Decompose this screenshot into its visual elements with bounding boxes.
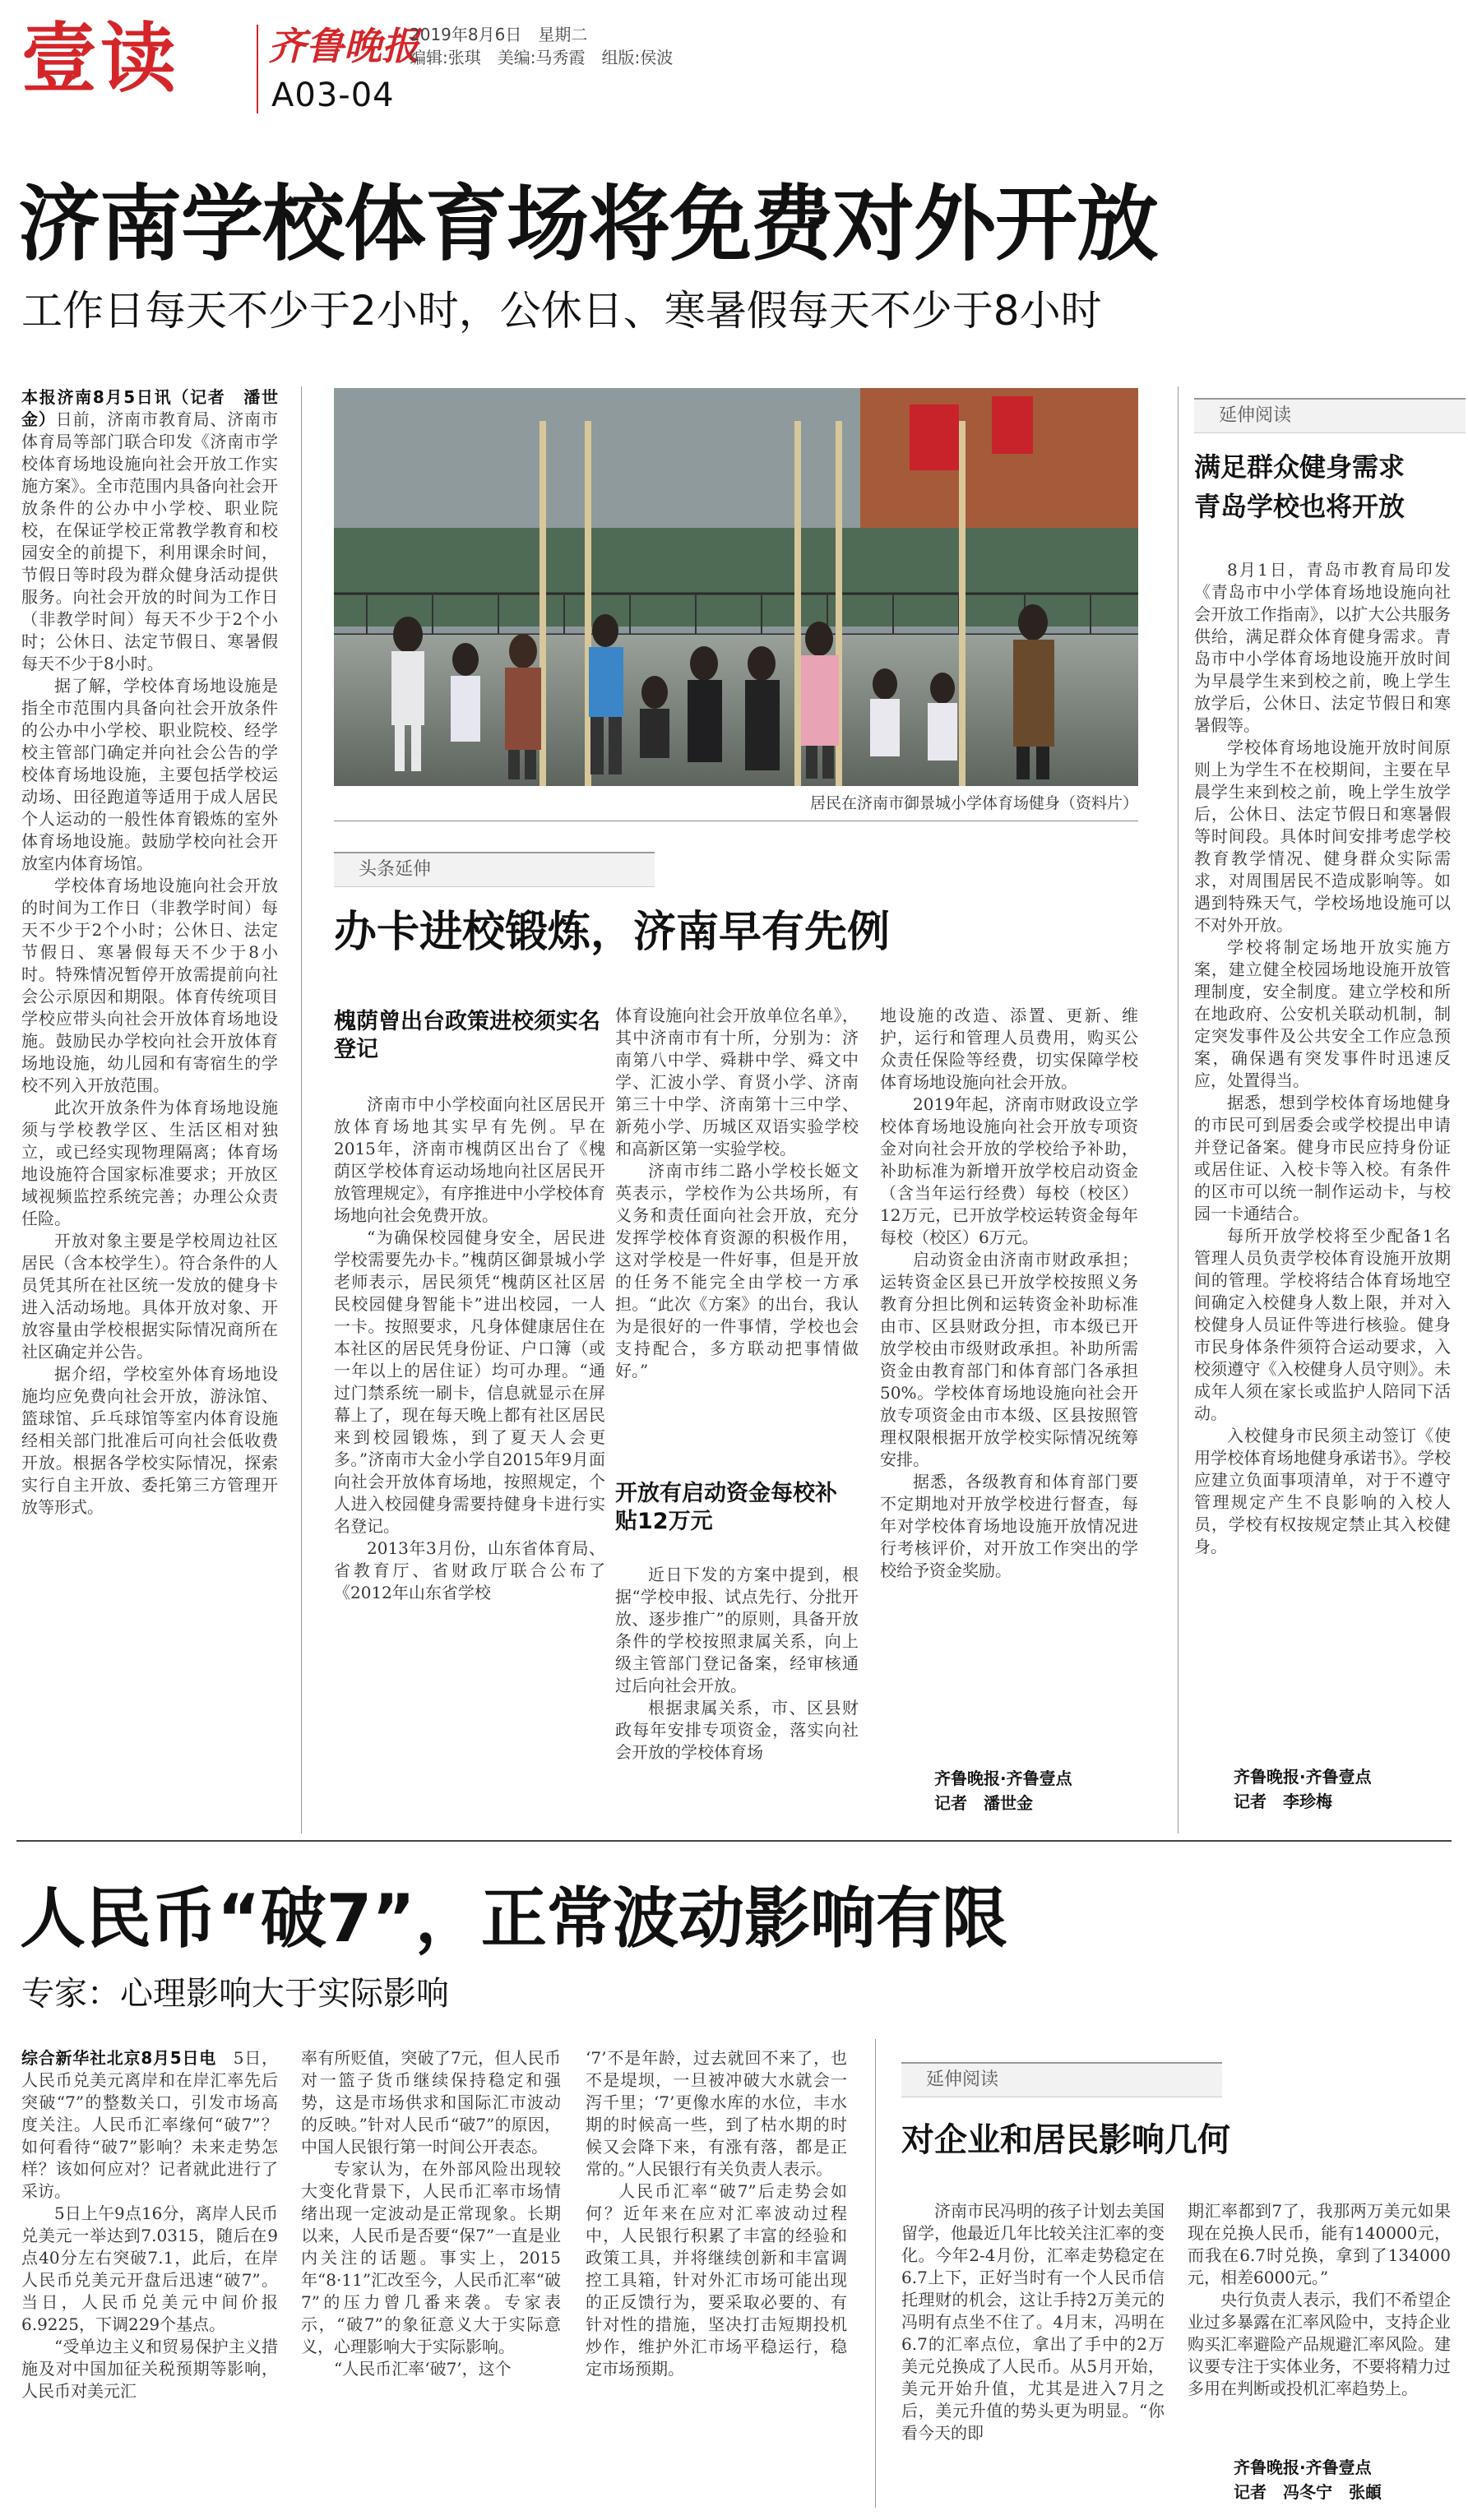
issue-date: 2019年8月6日 星期二 bbox=[410, 25, 588, 44]
sidebar3-headline: 对企业和居民影响几何 bbox=[901, 2121, 1230, 2159]
playground-photo bbox=[334, 388, 1138, 786]
sidebar3-byline-reporter: 记者 冯冬宁 张頔 bbox=[1234, 2482, 1382, 2502]
masthead-divider bbox=[257, 25, 258, 113]
paragraph: 学校体育场地设施向社会开放的时间为工作日（非教学时间）每天不少于2个小时；公休日、法定节假日、寒暑假每天不少于8小时。特殊情况暂停开放需提前向社会公示原因和期限。体育传统项目学校应带头向社会开放体育场地设施。鼓励民办学校向社会开放体育场地设施，幼儿园和有寄宿生的学校不列入开放范围。 bbox=[21, 876, 278, 1095]
sidebar1-column-a bbox=[334, 1094, 605, 1825]
paragraph: 此次开放条件为体育场地设施须与学校教学区、生活区相对独立，或已经实现物理隔离；体育场地设施符合国家标准要求；开放区域视频监控系统完善；办理公众责任险。 bbox=[21, 1098, 278, 1228]
paragraph: 近日下发的方案中提到，根据“学校申报、试点先行、分批开放、逐步推广”的原则，具备开放条件的学校按照隶属关系，向上级主管部门登记备案，经审核通过后向社会开放。 bbox=[615, 1565, 859, 1695]
paragraph: 济南市纬二路小学校长姬文英表示，学校作为公共场所，有义务和责任面向社会开放，充分发挥学校体育资源的积极作用，这对学校是一件好事，但是开放的任务不能完全由学校一方承担。“此次《方案》的出台，我认为是很好的一件事情，学校也会支持配合，多方联动把事情做好。” bbox=[615, 1161, 859, 1380]
photo-illustration bbox=[334, 388, 1138, 786]
sidebar3-column-a bbox=[901, 2200, 1165, 2513]
story2-column-1 bbox=[21, 2047, 278, 2508]
story2-column-3 bbox=[586, 2047, 847, 2508]
paper-logo: 齐鲁晚报 bbox=[268, 24, 419, 68]
paragraph: 据悉，各级教育和体育部门要不定期地对开放学校进行督查，每年对学校体育场地设施开放情况进行考核评价，对开放工作突出的学校给予资金奖励。 bbox=[880, 1472, 1138, 1580]
paragraph: 体育设施向社会开放单位名单》，其中济南市有十所，分别为：济南第八中学、舜耕中学、舜文中学、汇波小学、育贤小学、济南第三十中学、济南第十三中学、新苑小学、历城区双语实验学校和高新区第一实验学校。 bbox=[615, 1006, 859, 1158]
sidebar1-column-b1 bbox=[615, 1005, 859, 1465]
paragraph: 据悉，想到学校体育场地健身的市民可到居委会或学校提出申请并登记备案。健身市民应持身份证或居住证、入校卡等入校。有条件的区市可以统一制作运动卡，与校园一卡通结合。 bbox=[1194, 1093, 1451, 1223]
paragraph: 日前，济南市教育局、济南市体育局等部门联合印发《济南市学校体育场地设施向社会开放工作实施方案》。全市范围内具备向社会开放条件的公办中小学校、职业院校，在保证学校正常教学教育和校园安全的前提下，利用课余时间，节假日等时段为群众健身活动提供服务。向社会开放的时间为工作日（非教学时间）每天不少于2个小时；公休日、法定节假日、寒暑假每天不少于8小时。 bbox=[21, 409, 278, 673]
paragraph: ‘7’不是年龄，过去就回不来了，也不是堤坝，一旦被冲破大水就会一泻千里；‘7’更像水库的水位，丰水期的时候高一些，到了枯水期的时候又会降下来，有涨有落，都是正常的。”人民银行有关负责人表示。 bbox=[586, 2048, 847, 2179]
paragraph: 学校将制定场地开放实施方案，建立健全校园场地设施开放管理制度，安全制度。建立学校和所在地政府、公安机关联动机制，制定突发事件及公共安全工作应急预案，确保遇有突发事件时迅速反应，处置得当。 bbox=[1194, 937, 1451, 1090]
subhead-story2: 专家：心理影响大于实际影响 bbox=[21, 1975, 449, 2013]
paragraph: 2013年3月份，山东省体育局、省教育厅、省财政厅联合公布了《2012年山东省学校 bbox=[334, 1538, 605, 1602]
story1-column bbox=[21, 386, 278, 1833]
headline-story1: 济南学校体育场将免费对外开放 bbox=[18, 176, 1158, 272]
paragraph: 8月1日，青岛市教育局印发《青岛市中小学体育场地设施向社会开放工作指南》，以扩大公共服务供给，满足群众体育健身需求。青岛市中小学体育场地设施开放时间为早晨学生来到校之前，晚上学生放学后，公休日、法定节假日和寒暑假等。 bbox=[1194, 560, 1451, 735]
story2-column-2 bbox=[301, 2047, 561, 2508]
paragraph: 率有所贬值，突破了7元，但人民币对一篮子货币继续保持稳定和强势，这是市场供求和国际汇市波动的反映。”针对人民币“破7”的原因，中国人民银行第一时间公开表态。 bbox=[301, 2048, 561, 2157]
paragraph: “受单边主义和贸易保护主义措施及对中国加征关税预期等影响，人民币对美元汇 bbox=[21, 2337, 278, 2401]
sidebar1-headline: 办卡进校锻炼，济南早有先例 bbox=[334, 908, 891, 957]
sidebar2-byline-outlet: 齐鲁晚报·齐鲁壹点 bbox=[1234, 1767, 1372, 1787]
paragraph: “人民币汇率‘破7’，这个 bbox=[334, 2359, 512, 2379]
sidebar3-column-b bbox=[1188, 2200, 1451, 2447]
paragraph: 学校体育场地设施开放时间原则上为学生不在校期间，主要在早晨学生来到校之前，晚上学生放学后，公休日、法定节假日和寒暑假等时间段。具体时间安排考虑学校教育教学情况、健身群众实际需求，对周围居民不造成影响等。如遇到特殊天气，学校场地设施可以不对外开放。 bbox=[1194, 738, 1451, 935]
paragraph: 每所开放学校将至少配备1名管理人员负责学校体育设施开放期间的管理。学校将结合体育场地空间确定入校健身人数上限，并对入校健身人员证件等进行核验。健身市民身体条件须符合运动要求，入校须遵守《入校健身人员守则》。未成年人须在家长或监护人陪同下活动。 bbox=[1194, 1226, 1451, 1423]
section-tag-headline-extension: 头条延伸 bbox=[334, 852, 655, 887]
sidebar1-subhead-a: 槐荫曾出台政策进校须实名登记 bbox=[334, 1009, 600, 1062]
story-separator bbox=[16, 1840, 1452, 1842]
column-divider bbox=[301, 386, 302, 1833]
paragraph: 济南市中小学校面向社区居民开放体育场地其实早有先例。早在2015年，济南市槐荫区出台了《槐荫区学校体育运动场地向社区居民开放管理规定》，有序推进中小学校体育场地向社会免费开放。 bbox=[334, 1094, 605, 1225]
photo-caption: 居民在济南市御景城小学体育场健身（资料片） bbox=[809, 794, 1138, 812]
column-divider bbox=[1178, 386, 1179, 1833]
paragraph: 入校健身市民须主动签订《使用学校体育场地健身承诺书》。学校应建立负面事项清单，对于不遵守管理规定产生不良影响的入校人员，学校有权按规定禁止其入校健身。 bbox=[1194, 1426, 1451, 1556]
section-tag-further-reading-2: 延伸阅读 bbox=[901, 2062, 1222, 2097]
column-divider bbox=[875, 2039, 876, 2508]
paragraph: 专家认为，在外部风险出现较大变化背景下，人民币汇率市场情绪出现一定波动是正常现象。长期以来，人民币是否要“保7”一直是业内关注的话题。事实上，2015年“8·11”汇改至今，人民币汇率“破7”的压力曾几番来袭。专家表示，“破7”的象征意义大于实际意义，心理影响大于实际影响。 bbox=[301, 2159, 561, 2356]
paragraph: 据介绍，学校室外体育场地设施均应免费向社会开放，游泳馆、篮球馆、乒乓球馆等室内体育设施经相关部门批准后可向社会低收费开放。根据各学校实际情况，探索实行自主开放、委托第三方管理开放等形式。 bbox=[21, 1364, 278, 1517]
paragraph: 5日上午9点16分，离岸人民币兑美元一举达到7.0315，随后在9点40分左右突破7.1，此后，在岸人民币兑美元开盘后迅速“破7”。当日，人民币兑美元中间价报6.9225，下调229个基点。 bbox=[21, 2203, 278, 2334]
paragraph: 人民币汇率“破7”后走势会如何？近年来在应对汇率波动过程中，人民银行积累了丰富的经验和政策工具，并将继续创新和丰富调控工具箱，针对外汇市场可能出现的正反馈行为，要采取必要的、有针对性的措施，坚决打击短期投机炒作，维护外汇市场平稳运行，稳定市场预期。 bbox=[586, 2181, 847, 2379]
paragraph: 济南市民冯明的孩子计划去美国留学，他最近几年比较关注汇率的变化。今年2-4月份，汇率走势稳定在6.7上下，正好当时有一个人民币信托理财的机会，这让手持2万美元的冯明有点坐不住了。4月末，冯明在6.7的汇率点位，拿出了手中的2万美元兑换成了人民币。从5月开始，美元开始升值，尤其是进入7月之后，美元升值的势头更为明显。“你看今天的即 bbox=[901, 2201, 1165, 2443]
paragraph: 2019年起，济南市财政设立学校体育场地设施向社会开放专项资金对向社会开放的学校给予补助，补助标准为新增开放学校启动资金（含当年运行经费）每校（校区）12万元，已开放学校运转资金每年每校（校区）6万元。 bbox=[880, 1094, 1138, 1247]
paragraph: 地设施的改造、添置、更新、维护，运行和管理人员费用，购买公众责任保险等经费，切实保障学校体育场地设施向社会开放。 bbox=[880, 1006, 1138, 1092]
sidebar3-byline-outlet: 齐鲁晚报·齐鲁壹点 bbox=[1234, 2458, 1372, 2477]
section-tag-further-reading: 延伸阅读 bbox=[1194, 398, 1466, 433]
sidebar1-byline-outlet: 齐鲁晚报·齐鲁壹点 bbox=[934, 1769, 1072, 1788]
sidebar2-headline-line2: 青岛学校也将开放 bbox=[1194, 491, 1405, 522]
paragraph: 据了解，学校体育场地设施是指全市范围内具备向社会开放条件的公办中小学校、职业院校、经学校主管部门确定并向社会公告的学校体育场地设施，主要包括学校运动场、田径跑道等适用于成人居民个人运动的一般性体育锻炼的室外体育场地设施。鼓励学校向社会开放室内体育场馆。 bbox=[21, 676, 278, 873]
paragraph: 根据隶属关系，市、区县财政每年安排专项资金，落实向社会开放的学校体育场 bbox=[615, 1698, 859, 1762]
paragraph: “为确保校园健身安全，居民进学校需要先办卡。”槐荫区御景城小学老师表示，居民须凭“槐荫区社区居民校园健身智能卡”进出校园，一人一卡。按照要求，凡身体健康居住在本社区的居民凭身份证、户口簿（或一年以上的居住证）均可办理。“通过门禁系统一刷卡，信息就显示在屏幕上了，现在每天晚上都有社区居民来到校园锻炼，到了夏天人会更多。”济南市大金小学自2015年9月面向社会开放体育场地，按照规定，个人进入校园健身需要持健身卡进行实名登记。 bbox=[334, 1228, 605, 1536]
sidebar1-column-b2 bbox=[615, 1564, 859, 1827]
sidebar2-byline-reporter: 记者 李珍梅 bbox=[1234, 1792, 1332, 1811]
page-number: A03-04 bbox=[271, 76, 395, 114]
paragraph: 央行负责人表示，我们不希望企业过多暴露在汇率风险中，支持企业购买汇率避险产品规避汇率风险。建议要专注于实体业务，不要将精力过多用在判断或投机汇率趋势上。 bbox=[1188, 2290, 1451, 2398]
sidebar1-subhead-b: 开放有启动资金每校补贴12万元 bbox=[615, 1481, 837, 1534]
story1-lede: 本报济南8月5日讯（记者 潘世金） bbox=[21, 387, 278, 429]
editor-credits: 编辑:张琪 美编:马秀霞 组版:侯波 bbox=[410, 48, 674, 67]
headline-story2: 人民币“破7”，正常波动影响有限 bbox=[20, 1880, 1007, 1957]
sidebar2-headline-line1: 满足群众健身需求 bbox=[1194, 451, 1405, 483]
paragraph: 期汇率都到7了，我那两万美元如果现在兑换人民币，能有140000元，而我在6.7时兑换，拿到了134000元，相差6000元。” bbox=[1188, 2201, 1451, 2287]
sidebar2-column bbox=[1194, 559, 1451, 1759]
paragraph: 启动资金由济南市财政承担；运转资金区县已开放学校按照义务教育分担比例和运转资金补助标准由市、区县财政分担，市本级已开放学校由市级财政承担。补助所需资金由教育部门和体育部门各承担50%。学校体育场地设施向社会开放专项资金由市本级、区县按照管理权限根据开放学校实际情况统筹安排。 bbox=[880, 1250, 1138, 1469]
paragraph: 5日，人民币兑美元离岸和在岸汇率先后突破“7”的整数关口，引发市场高度关注。人民币汇率缘何“破7”？如何看待“破7”影响？未来走势怎样？该如何应对？记者就此进行了采访。 bbox=[21, 2048, 278, 2201]
section-title: 壹读 bbox=[21, 15, 180, 103]
paragraph: 开放对象主要是学校周边社区居民（含本校学生）。符合条件的人员凭其所在社区统一发放的健身卡进入活动场地。具体开放对象、开放容量由学校根据实际情况商所在社区确定并公告。 bbox=[21, 1231, 278, 1362]
subhead-story1: 工作日每天不少于2小时，公休日、寒暑假每天不少于8小时 bbox=[21, 287, 1102, 335]
story2-lede: 综合新华社北京8月5日电 bbox=[21, 2048, 216, 2068]
sidebar1-byline-reporter: 记者 潘世金 bbox=[934, 1793, 1033, 1813]
sidebar1-column-c bbox=[880, 1005, 1138, 1761]
